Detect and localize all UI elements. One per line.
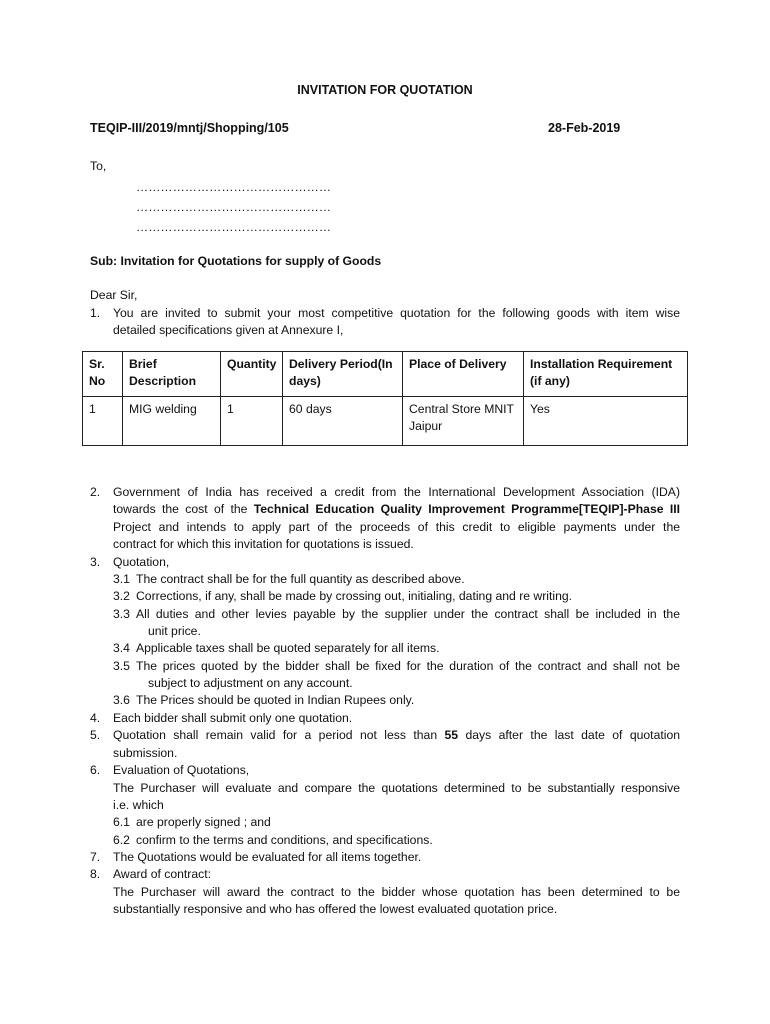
cell-installation: Yes <box>524 397 688 446</box>
table-row <box>83 397 688 446</box>
para5-number: 5. <box>90 728 101 742</box>
header-sr-no: Sr. No <box>83 352 123 397</box>
header-brief-description: Brief Description <box>123 352 221 397</box>
clause-6-2-text: confirm to the terms and conditions, and specifications. <box>136 833 433 847</box>
para6-number: 6. <box>90 763 101 777</box>
cell-description: MIG welding <box>123 397 221 446</box>
clause-3-4-number: 3.4 <box>113 641 130 655</box>
para6-line1: The Purchaser will evaluate and compare the quotations determined to be substantially responsive <box>113 781 680 795</box>
para8-number: 8. <box>90 867 101 881</box>
para6-line2: i.e. which <box>113 798 164 812</box>
clause-3-3-number: 3.3 <box>113 607 130 621</box>
address-line-1: ………………………………………… <box>136 180 331 194</box>
clause-3-5-text: The prices quoted by the bidder shall be fixed for the duration of the contract and shall not be <box>136 659 680 673</box>
para5-line2: submission. <box>113 746 178 760</box>
address-line-2: ………………………………………… <box>136 200 331 214</box>
clause-3-6-text: The Prices should be quoted in Indian Rupees only. <box>136 693 415 707</box>
table-header-row <box>83 352 688 397</box>
para5-text-post: days after the last date of quotation <box>458 728 680 742</box>
salutation: Dear Sir, <box>90 288 138 302</box>
clause-3-5-continuation: subject to adjustment on any account. <box>148 676 353 690</box>
para8-line2: substantially responsive and who has offered the lowest evaluated quotation price. <box>113 902 558 916</box>
clause-3-2-number: 3.2 <box>113 589 130 603</box>
cell-delivery-period: 60 days <box>283 397 403 446</box>
para7-text: The Quotations would be evaluated for all items together. <box>113 850 422 864</box>
clause-6-1-text: are properly signed ; and <box>136 815 271 829</box>
subject-line: Sub: Invitation for Quotations for supply of Goods <box>90 254 382 268</box>
address-to: To, <box>90 159 107 173</box>
para4-number: 4. <box>90 711 101 725</box>
clause-3-3-text: All duties and other levies payable by the supplier under the contract shall be included in the <box>136 607 680 621</box>
reference-number: TEQIP-III/2019/mntj/Shopping/105 <box>90 121 289 135</box>
para3-heading: Quotation, <box>113 555 170 569</box>
cell-quantity: 1 <box>221 397 283 446</box>
cell-place-of-delivery: Central Store MNIT Jaipur <box>403 397 524 446</box>
clause-3-6-number: 3.6 <box>113 693 130 707</box>
clause-6-1-number: 6.1 <box>113 815 130 829</box>
header-place-of-delivery: Place of Delivery <box>403 352 524 397</box>
clause-3-1-text: The contract shall be for the full quantity as described above. <box>136 572 465 586</box>
para4-text: Each bidder shall submit only one quotation. <box>113 711 353 725</box>
programme-name: Technical Education Quality Improvement Programme[TEQIP]-Phase III <box>253 502 680 516</box>
para2-line3: Project and intends to apply part of the proceeds of this credit to eligible payments under the <box>113 520 680 534</box>
para2-line2 <box>113 501 680 518</box>
clause-3-1-number: 3.1 <box>113 572 130 586</box>
para2-line2-text: towards the cost of the <box>113 502 254 516</box>
para8-heading: Award of contract: <box>113 867 211 881</box>
para6-heading: Evaluation of Quotations, <box>113 763 250 777</box>
para2-number: 2. <box>90 485 101 499</box>
para2-line4: contract for which this invitation for quotations is issued. <box>113 537 414 551</box>
para1-line1: You are invited to submit your most competitive quotation for the following goods with item wise <box>113 306 680 320</box>
header-installation-requirement: Installation Requirement (if any) <box>524 352 688 397</box>
clause-3-4-text: Applicable taxes shall be quoted separately for all items. <box>136 641 440 655</box>
header-delivery-period: Delivery Period(In days) <box>283 352 403 397</box>
para3-number: 3. <box>90 555 101 569</box>
para1-number: 1. <box>90 306 101 320</box>
para8-line1: The Purchaser will award the contract to the bidder whose quotation has been determined to be <box>113 885 680 899</box>
para1-line2: detailed specifications given at Annexure I, <box>113 323 344 337</box>
clause-3-2-text: Corrections, if any, shall be made by crossing out, initialing, dating and re writing. <box>136 589 573 603</box>
cell-sr-no: 1 <box>83 397 123 446</box>
para5-text-pre: Quotation shall remain valid for a period not less than <box>113 728 445 742</box>
document-date: 28-Feb-2019 <box>548 121 621 135</box>
clause-3-3-continuation: unit price. <box>148 624 201 638</box>
clause-3-5-number: 3.5 <box>113 659 130 673</box>
document-title: INVITATION FOR QUOTATION <box>297 83 473 97</box>
goods-table <box>82 351 688 446</box>
header-quantity: Quantity <box>221 352 283 397</box>
validity-days: 55 <box>444 728 459 742</box>
para5-line1 <box>113 727 680 744</box>
para7-number: 7. <box>90 850 101 864</box>
address-line-3: ………………………………………… <box>136 220 331 234</box>
clause-6-2-number: 6.2 <box>113 833 130 847</box>
para2-line1: Government of India has received a credit from the International Development Association (IDA) <box>113 485 680 499</box>
